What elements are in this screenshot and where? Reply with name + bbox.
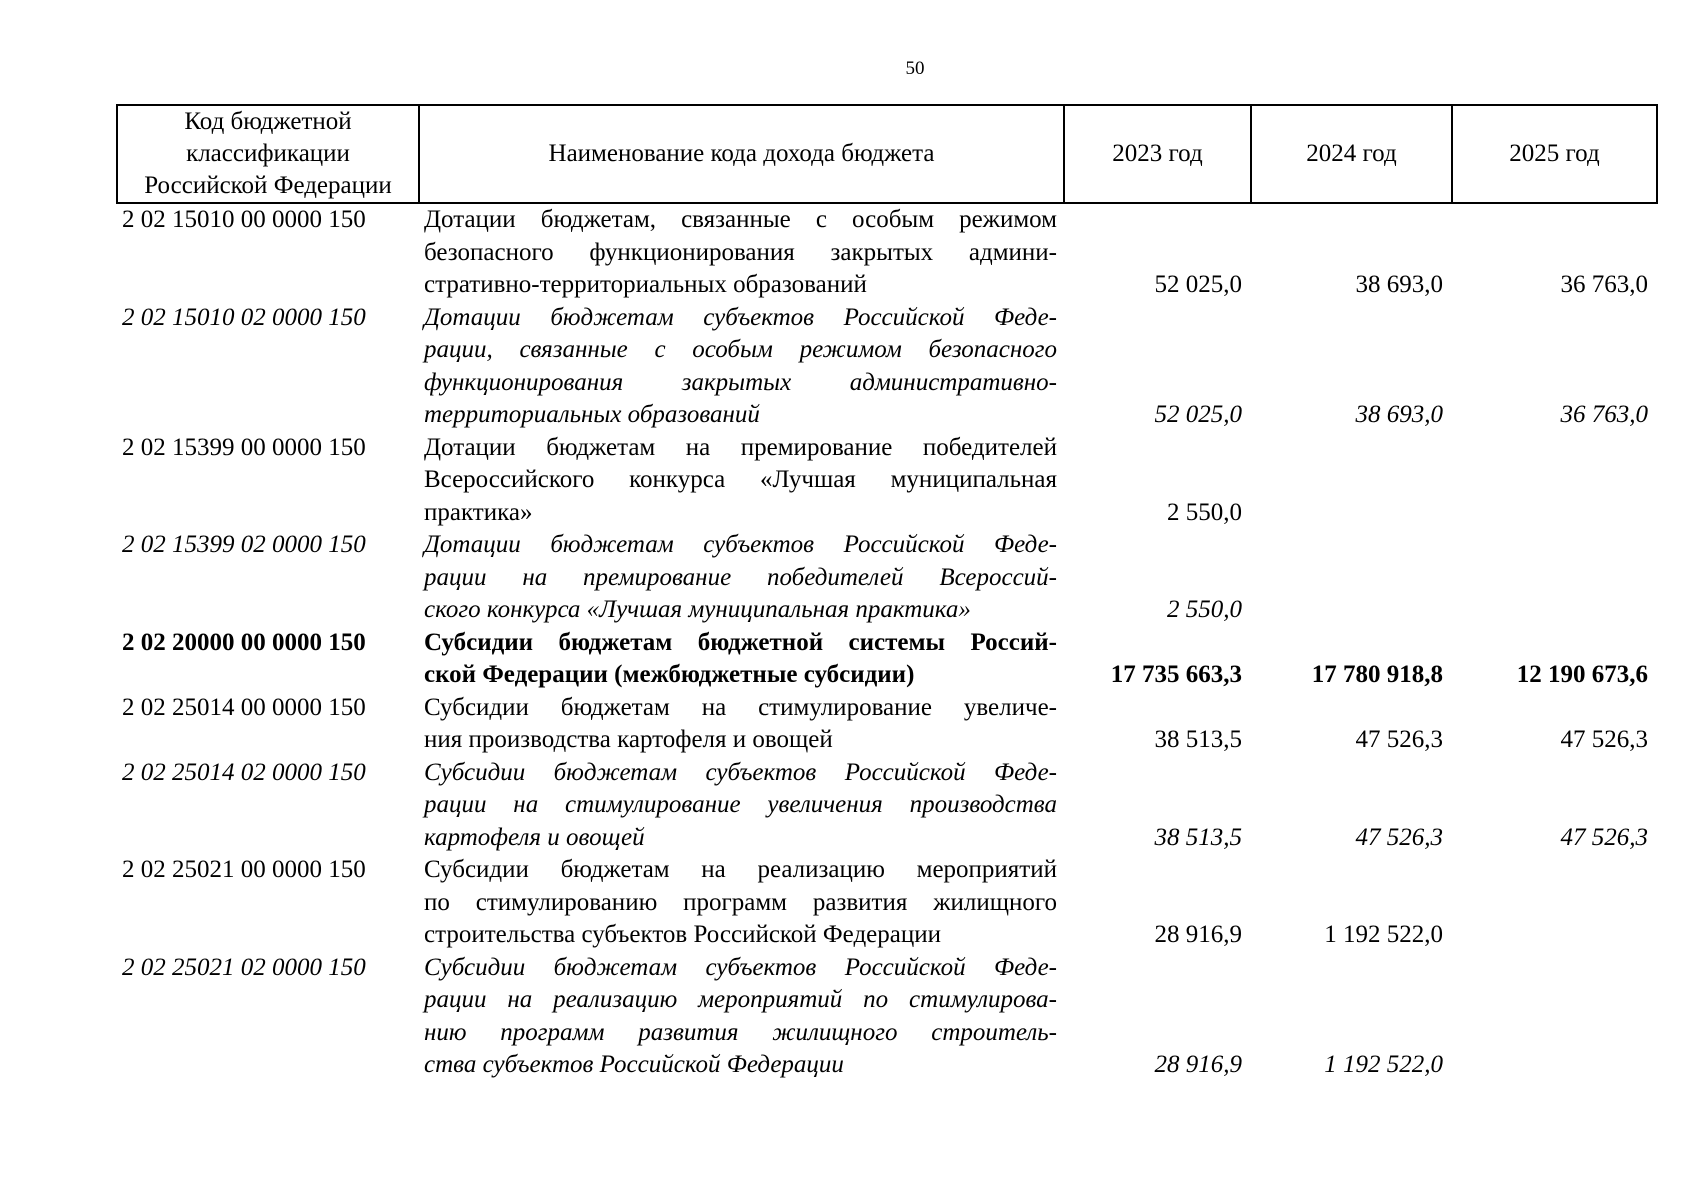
row-value-2025: 47 526,3 [1560,823,1648,851]
table-row [116,204,1656,302]
row-value-2023: 38 513,5 [1154,726,1242,753]
row-value-2023: 38 513,5 [1154,823,1242,851]
row-code: 2 02 25014 02 0000 150 [122,758,366,786]
row-value-2024: 47 526,3 [1355,726,1443,753]
row-name-line: ния производства картофеля и овощей [424,726,833,753]
row-value-2025: 36 763,0 [1560,401,1648,428]
row-name [418,204,1063,302]
page-number: 50 [905,58,925,79]
table-row [116,627,1656,692]
row-value-2024: 47 526,3 [1355,823,1443,851]
row-value-2024: 38 693,0 [1355,401,1443,428]
table-row [116,302,1656,432]
row-code: 2 02 15399 00 0000 150 [122,433,366,461]
row-value-2024: 1 192 522,0 [1324,921,1443,948]
row-name-line: Дотации бюджетам субъектов Российской Феде- [424,303,1057,331]
table-row [116,854,1656,952]
row-value-2025: 12 190 673,6 [1516,661,1648,688]
row-name-line: рации на стимулирование увеличения производства [424,791,1057,818]
row-name-line: Дотации бюджетам на премирование победителей [424,433,1057,461]
row-name-line: практика» [424,498,533,526]
table-header [116,104,1658,204]
row-name-line: функционирования закрытых административно- [424,368,1057,396]
row-name-line: нию программ развития жилищного строитель- [424,1018,1057,1046]
row-code: 2 02 25014 00 0000 150 [122,693,366,721]
row-name-line: ского конкурса «Лучшая муниципальная практика» [424,596,971,623]
row-name-line: ства субъектов Российской Федерации [424,1051,844,1078]
row-name [418,854,1063,952]
row-name-line: стративно-территориальных образований [424,271,867,298]
row-name [418,952,1063,1082]
row-name-line: Субсидии бюджетам субъектов Российской Феде- [424,758,1057,786]
row-code: 2 02 20000 00 0000 150 [122,628,366,656]
row-code: 2 02 25021 02 0000 150 [122,953,366,981]
row-value-2023: 28 916,9 [1154,1051,1242,1078]
table-body [116,204,1656,1082]
row-name-line: Дотации бюджетам субъектов Российской Феде- [424,531,1057,558]
header-year-2024: 2024 год [1251,105,1452,203]
row-code: 2 02 15010 00 0000 150 [122,206,366,233]
header-year-2023: 2023 год [1064,105,1251,203]
row-value-2024: 1 192 522,0 [1324,1051,1443,1078]
row-value-2023: 52 025,0 [1154,401,1242,428]
header-name: Наименование кода дохода бюджета [419,105,1064,203]
table-row [116,692,1656,757]
row-name [418,529,1063,627]
header-code-line-2: классификации [186,140,350,167]
row-name [418,302,1063,432]
row-value-2025: 47 526,3 [1560,726,1648,753]
row-code: 2 02 25021 00 0000 150 [122,856,366,883]
row-value-2023: 2 550,0 [1167,498,1242,526]
row-name-line: картофеля и овощей [424,823,645,851]
row-name-line: Субсидии бюджетам бюджетной системы Россий- [424,628,1057,656]
table-row [116,432,1656,530]
row-name-line: строительства субъектов Российской Федерации [424,921,941,948]
row-name-line: Субсидии бюджетам субъектов Российской Феде- [424,953,1057,981]
row-name-line: ской Федерации (межбюджетные субсидии) [424,661,915,688]
header-year-2025: 2025 год [1452,105,1657,203]
row-name-line: Субсидии бюджетам на стимулирование увеличе- [424,693,1057,721]
row-name [418,757,1063,855]
row-name-line: по стимулированию программ развития жилищного [424,888,1057,916]
row-name [418,432,1063,530]
row-name-line: рации, связанные с особым режимом безопасного [424,336,1057,363]
row-name-line: территориальных образований [424,401,760,428]
row-name-line: Субсидии бюджетам на реализацию мероприятий [424,856,1057,883]
row-name [418,692,1063,757]
row-name-line: безопасного функционирования закрытых админи- [424,238,1057,266]
header-code-line-3: Российской Федерации [144,172,392,199]
row-name-line: Всероссийского конкурса «Лучшая муниципальная [424,466,1057,493]
row-name [418,627,1063,692]
table-row [116,757,1656,855]
table-row [116,529,1656,627]
row-code: 2 02 15010 02 0000 150 [122,303,366,331]
row-value-2025: 36 763,0 [1560,271,1648,298]
row-name-line: рации на премирование победителей Всероссий- [424,563,1057,591]
row-value-2024: 17 780 918,8 [1311,661,1443,688]
budget-table [116,104,1656,1082]
row-code: 2 02 15399 02 0000 150 [122,531,366,558]
header-code-line-1: Код бюджетной [184,108,352,135]
row-name-line: рации на реализацию мероприятий по стимулирова- [424,986,1057,1013]
table-row [116,952,1656,1082]
row-value-2023: 28 916,9 [1154,921,1242,948]
row-name-line: Дотации бюджетам, связанные с особым режимом [424,206,1057,233]
row-value-2023: 17 735 663,3 [1110,661,1242,688]
header-code [117,105,419,203]
row-value-2023: 52 025,0 [1154,271,1242,298]
row-value-2023: 2 550,0 [1167,596,1242,623]
row-value-2024: 38 693,0 [1355,271,1443,298]
